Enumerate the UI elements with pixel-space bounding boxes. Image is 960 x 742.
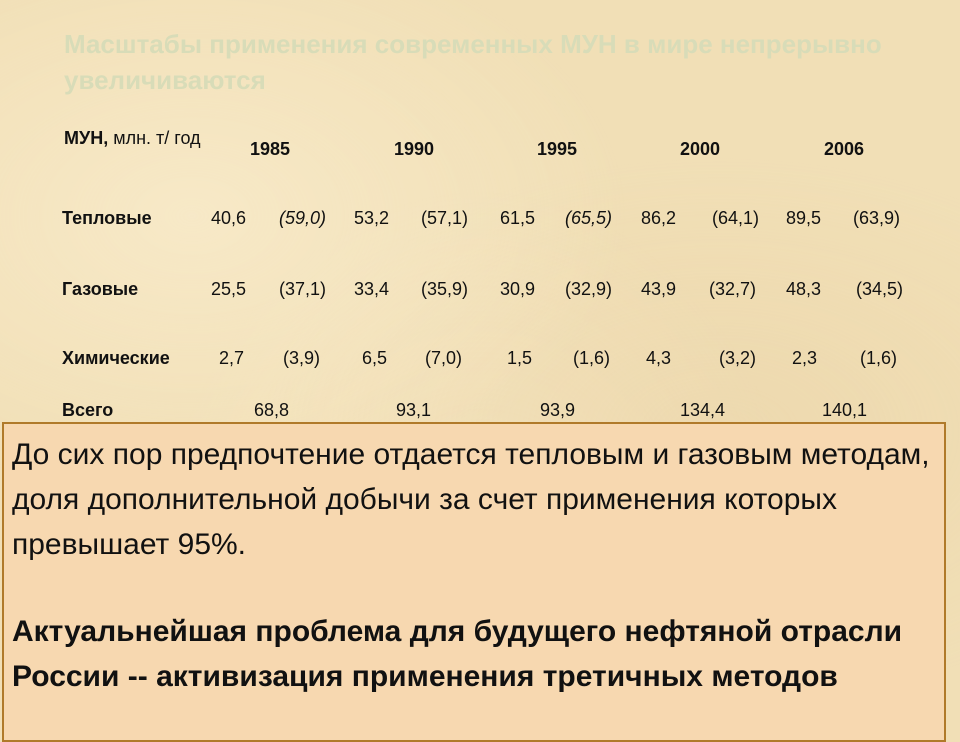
table-cell: (63,9) bbox=[853, 208, 901, 228]
table-cell: 61,5 bbox=[500, 208, 536, 228]
total-cell: 93,1 bbox=[396, 400, 432, 420]
table-cell: (64,1) bbox=[712, 208, 760, 228]
year-header: 1990 bbox=[394, 139, 435, 159]
total-label: Всего bbox=[62, 400, 114, 420]
row-label: Газовые bbox=[62, 279, 139, 299]
table-cell: 25,5 bbox=[211, 279, 247, 299]
table-cell: (32,9) bbox=[565, 279, 613, 299]
table-cell: 48,3 bbox=[786, 279, 822, 299]
table-header-label bbox=[64, 126, 201, 150]
total-cell: 134,4 bbox=[680, 400, 726, 420]
table-cell: (3,9) bbox=[283, 348, 321, 368]
header-label-bold: МУН, bbox=[64, 128, 109, 148]
year-header: 1995 bbox=[537, 139, 578, 159]
callout-box bbox=[2, 422, 946, 742]
table-cell: 30,9 bbox=[500, 279, 536, 299]
table-cell: (1,6) bbox=[573, 348, 611, 368]
table-cell: 53,2 bbox=[354, 208, 390, 228]
year-header: 1985 bbox=[250, 139, 291, 159]
table-cell: 33,4 bbox=[354, 279, 390, 299]
table-cell: 6,5 bbox=[362, 348, 388, 368]
callout-paragraph: До сих пор предпочтение отдается тепловым и газовым методам, доля дополнительной добычи за счет применения которых превышает 95%. bbox=[12, 438, 930, 561]
table-cell: (34,5) bbox=[856, 279, 904, 299]
table-cell: 40,6 bbox=[211, 208, 247, 228]
table-cell: (59,0) bbox=[279, 208, 327, 228]
table-cell: 2,3 bbox=[792, 348, 818, 368]
table-cell: 43,9 bbox=[641, 279, 677, 299]
table-cell: 4,3 bbox=[646, 348, 672, 368]
row-label: Тепловые bbox=[62, 208, 152, 228]
table-cell: 2,7 bbox=[219, 348, 245, 368]
year-header: 2006 bbox=[824, 139, 865, 159]
header-label-unit: млн. т/ год bbox=[108, 128, 201, 148]
table-cell: (1,6) bbox=[860, 348, 898, 368]
table-cell: 1,5 bbox=[507, 348, 533, 368]
table-cell: 86,2 bbox=[641, 208, 677, 228]
year-header: 2000 bbox=[680, 139, 721, 159]
table-cell: (37,1) bbox=[279, 279, 327, 299]
row-label: Химические bbox=[62, 348, 170, 368]
table-cell: (35,9) bbox=[421, 279, 469, 299]
slide-title: Масштабы применения современных МУН в мире непрерывно увеличиваются bbox=[64, 29, 882, 95]
total-cell: 93,9 bbox=[540, 400, 576, 420]
callout-paragraph-bold: Актуальнейшая проблема для будущего нефтяной отрасли России -- активизация применения третичных методов bbox=[12, 615, 903, 693]
table-cell: 89,5 bbox=[786, 208, 822, 228]
table-cell: (7,0) bbox=[425, 348, 463, 368]
total-cell: 140,1 bbox=[822, 400, 868, 420]
table-cell: (32,7) bbox=[709, 279, 757, 299]
table-cell: (57,1) bbox=[421, 208, 469, 228]
total-cell: 68,8 bbox=[254, 400, 290, 420]
table-cell: (65,5) bbox=[565, 208, 613, 228]
table-cell: (3,2) bbox=[719, 348, 757, 368]
